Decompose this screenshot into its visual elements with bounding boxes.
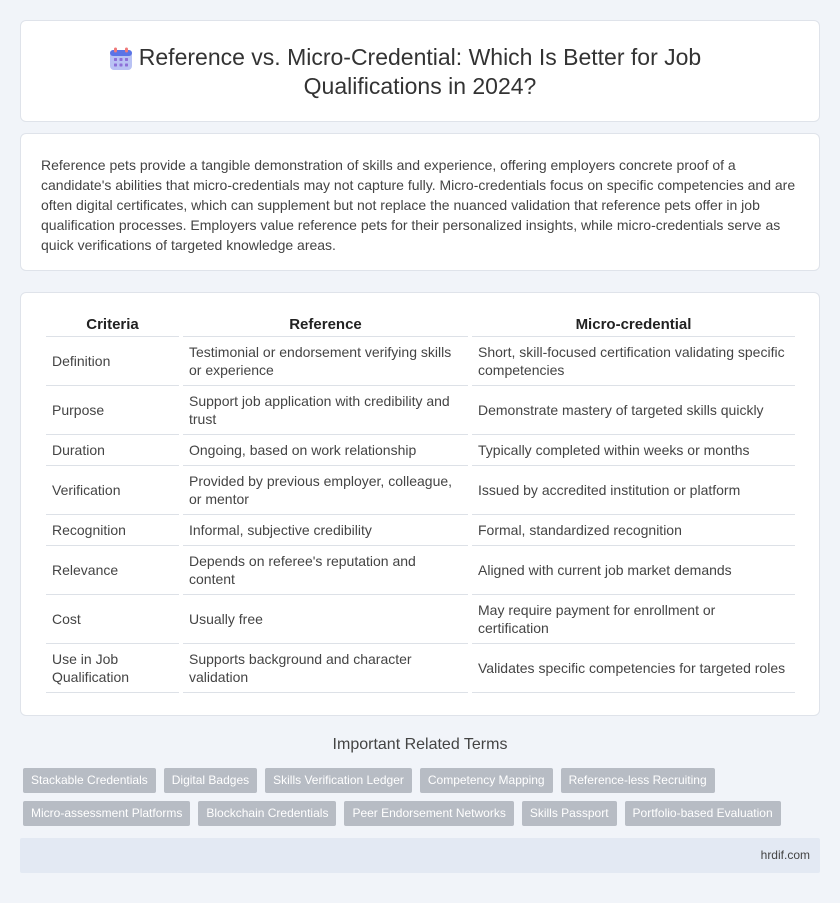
tag-stackable-credentials[interactable]: Stackable Credentials	[23, 768, 156, 793]
table-cell: Definition	[46, 337, 179, 386]
comparison-table-card	[20, 292, 820, 716]
page-title: Reference vs. Micro-Credential: Which Is Better for Job Qualifications in 2024?	[138, 44, 702, 99]
table-row	[46, 435, 795, 466]
table-cell: Verification	[46, 466, 179, 515]
table-row	[46, 466, 795, 515]
table-row	[46, 386, 795, 435]
related-terms-tags	[23, 768, 823, 834]
table-cell: Aligned with current job market demands	[472, 546, 795, 595]
header-criteria: Criteria	[46, 315, 179, 337]
table-cell: Duration	[46, 435, 179, 466]
footer	[20, 838, 820, 873]
table-cell: Supports background and character validation	[183, 644, 468, 693]
table-cell: Informal, subjective credibility	[183, 515, 468, 546]
table-row	[46, 644, 795, 693]
table-cell: Usually free	[183, 595, 468, 644]
table-cell: Cost	[46, 595, 179, 644]
table-cell: Short, skill-focused certification validating specific competencies	[472, 337, 795, 386]
table-cell: Validates specific competencies for targeted roles	[472, 644, 795, 693]
tag-reference-less-recruiting[interactable]: Reference-less Recruiting	[561, 768, 715, 793]
header-micro-credential: Micro-credential	[472, 315, 795, 337]
intro-paragraph: Reference pets provide a tangible demonstration of skills and experience, offering employers concrete proof of a candidate's abilities that micro-credentials may not capture fully. Micro-credentials focus on specific competencies and are often digital certificates, which can supplement but not replace the nuanced validation that reference pets offer in job qualification processes. Employers value reference pets for their personalized insights, while micro-credentials serve as quick verifications of targeted knowledge areas.	[41, 157, 796, 253]
table-cell: Formal, standardized recognition	[472, 515, 795, 546]
table-cell: Testimonial or endorsement verifying skills or experience	[183, 337, 468, 386]
table-cell: Recognition	[46, 515, 179, 546]
table-cell: Relevance	[46, 546, 179, 595]
tag-portfolio-based-evaluation[interactable]: Portfolio-based Evaluation	[625, 801, 781, 826]
table-cell: Demonstrate mastery of targeted skills quickly	[472, 386, 795, 435]
table-cell: Provided by previous employer, colleague, or mentor	[183, 466, 468, 515]
table-row	[46, 546, 795, 595]
title-card	[20, 20, 820, 122]
tag-skills-passport[interactable]: Skills Passport	[522, 801, 617, 826]
tag-micro-assessment-platforms[interactable]: Micro-assessment Platforms	[23, 801, 190, 826]
tag-skills-verification-ledger[interactable]: Skills Verification Ledger	[265, 768, 412, 793]
intro-card	[20, 133, 820, 271]
header-reference: Reference	[183, 315, 468, 337]
footer-site-link[interactable]: hrdif.com	[760, 848, 810, 862]
tag-competency-mapping[interactable]: Competency Mapping	[420, 768, 553, 793]
table-cell: Use in Job Qualification	[46, 644, 179, 693]
table-row	[46, 515, 795, 546]
tag-peer-endorsement-networks[interactable]: Peer Endorsement Networks	[344, 801, 513, 826]
table-row	[46, 595, 795, 644]
table-cell: Ongoing, based on work relationship	[183, 435, 468, 466]
comparison-table	[42, 315, 799, 693]
table-cell: Purpose	[46, 386, 179, 435]
table-cell: Typically completed within weeks or months	[472, 435, 795, 466]
tag-blockchain-credentials[interactable]: Blockchain Credentials	[198, 801, 336, 826]
related-terms-heading: Important Related Terms	[332, 736, 508, 753]
table-cell: Issued by accredited institution or platform	[472, 466, 795, 515]
table-cell: Depends on referee's reputation and content	[183, 546, 468, 595]
tag-digital-badges[interactable]: Digital Badges	[164, 768, 257, 793]
table-row	[46, 337, 795, 386]
table-cell: May require payment for enrollment or certification	[472, 595, 795, 644]
table-header-row	[46, 315, 795, 337]
table-cell: Support job application with credibility and trust	[183, 386, 468, 435]
